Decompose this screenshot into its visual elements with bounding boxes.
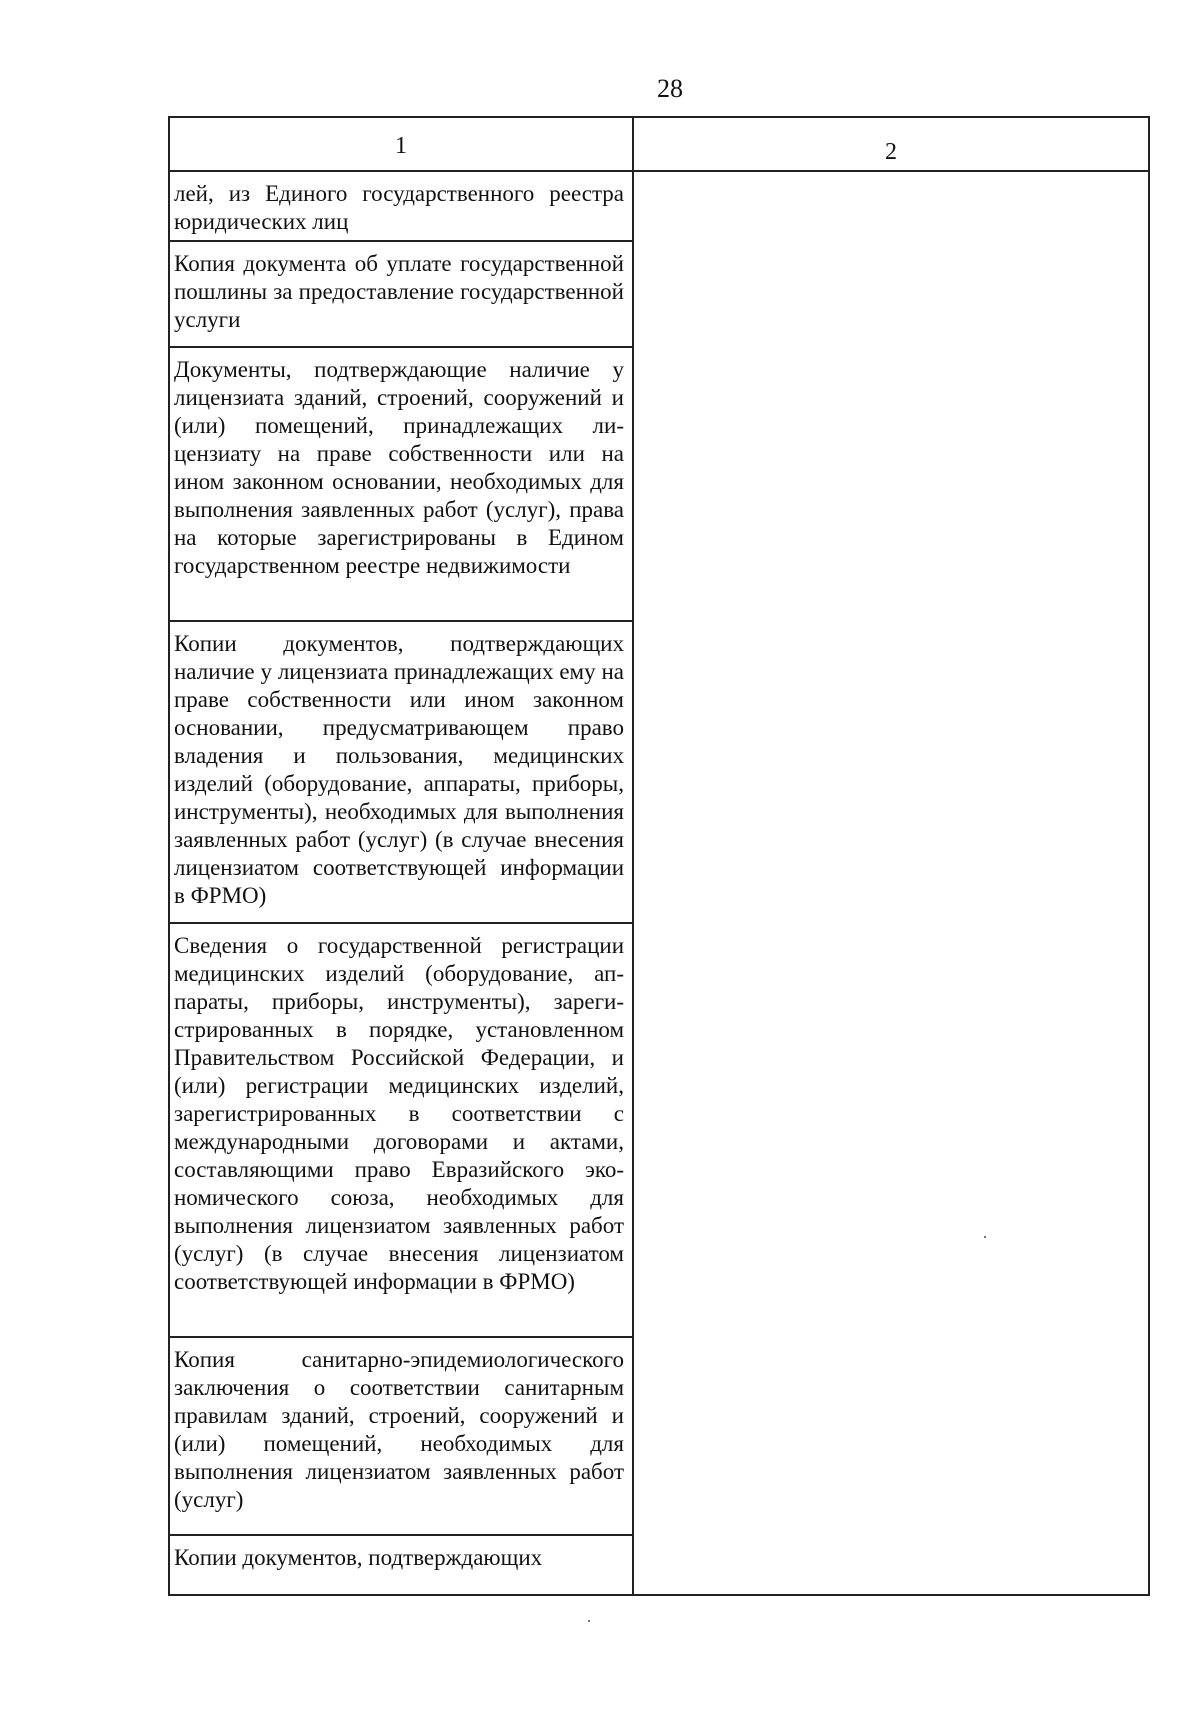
- table-row: [170, 1338, 632, 1536]
- row-text: Копии документов, подтверждающих наличие у лицензиата принадлежащих ему на праве собственности или ином законном основании, предусматривающем право владения и пользования, медицинских изделий (оборудование, аппараты, приборы, инструменты), необходимых для выполнения заявленных работ (услуг) (в случае внесения лицензиатом соответствующей информации в ФРМО): [174, 631, 624, 908]
- table-row: [170, 1536, 632, 1592]
- row-text: Копия санитарно-эпидемиологического заключения о соответствии санитарным правилам зданий, строений, сооружений и (или) помещений, необходимых для выполнения лицензиатом заявленных работ (услуг): [174, 1347, 624, 1512]
- table-row: [170, 622, 632, 924]
- page-number: 28: [657, 74, 683, 103]
- table-body: [170, 172, 632, 1592]
- table-row: [170, 242, 632, 348]
- table-header-row: [170, 118, 1148, 172]
- requirements-table: [168, 116, 1150, 1596]
- table-row: [170, 172, 632, 242]
- column-divider: [632, 118, 634, 1594]
- table-row: [170, 924, 632, 1338]
- row-text: Копия документа об уплате государственной пошлины за предоставление государственной услуги: [174, 251, 624, 332]
- row-text: Сведения о государственной регистрации медицинских изделий (оборудование, аппараты, приборы, инструменты), зарегистрированных в порядке, установленном Правительством Российской Федерации, и (или) регистрации медицинских изделий, зарегистрированных в соответствии с международными договорами и актами, составляющими право Евразийского экономического союза, необходимых для выполнения лицензиатом заявленных работ (услуг) (в случае внесения лицензиатом соответствующей информации в ФРМО): [174, 933, 624, 1294]
- table-row: [170, 348, 632, 622]
- scan-speck: [588, 1620, 590, 1622]
- row-text: лей, из Единого государственного реестра юридических лиц: [174, 181, 624, 234]
- row-text: Документы, подтверждающие наличие у лицензиата зданий, строений, сооружений и (или) помещений, принадлежащих лицензиату на праве собственности или на ином законном основании, необходимых для выполнения заявленных работ (услуг), права на которые зарегистрированы в Едином государственном реестре недвижимости: [174, 357, 624, 578]
- row-text: Копии документов, подтверждающих: [174, 1545, 543, 1570]
- scan-speck: [984, 1236, 986, 1238]
- column-header-1: 1: [395, 133, 407, 159]
- column-header-2: 2: [885, 139, 897, 165]
